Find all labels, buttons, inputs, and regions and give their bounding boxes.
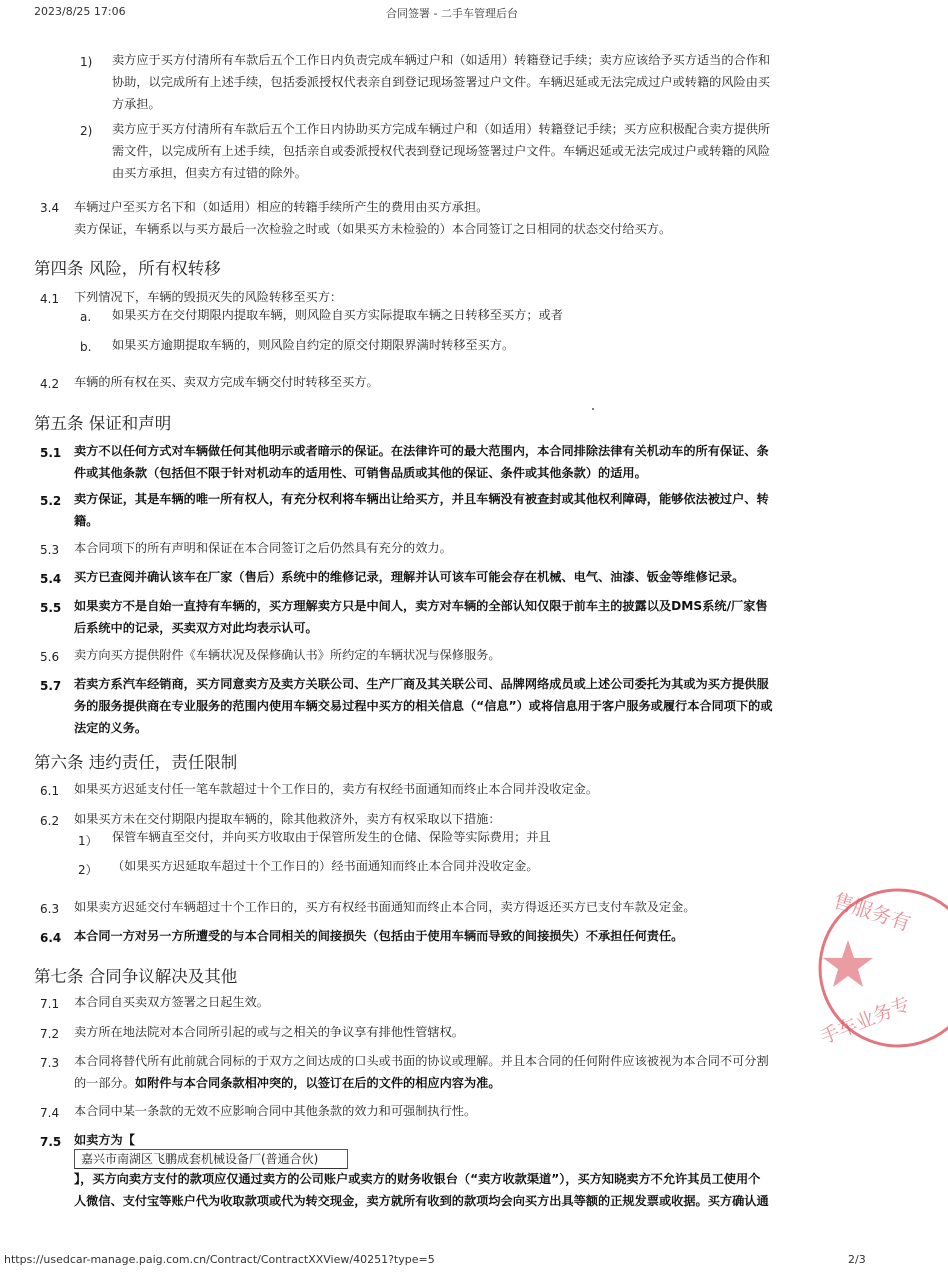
- clause-text: 本合同将替代所有此前就合同标的于双方之间达成的口头或书面的协议或理解。并且本合同的任何附件应该被视为本合同不可分割 的一部分。如附件与本合同条款相冲突的，以签订在后的文件的相应内容为准。: [74, 1054, 769, 1090]
- page-url: https://usedcar-manage.paig.com.cn/Contract/ContractXXView/40251?type=5: [4, 1253, 435, 1266]
- item-number: a.: [80, 310, 92, 324]
- clause-number: 7.2: [40, 1027, 60, 1041]
- clause-text: 保管车辆直至交付，并向买方收取由于保管所发生的仓储、保险等实际费用；并且: [112, 830, 551, 844]
- section-heading: 第六条 违约责任，责任限制: [34, 753, 238, 772]
- clause-number: 4.1: [40, 292, 60, 306]
- clause-number: 5.3: [40, 543, 60, 557]
- clause-number: 7.4: [40, 1106, 60, 1120]
- clause-text: 】，买方向卖方支付的款项应仅通过卖方的公司账户或卖方的财务收银台（“卖方收款渠道”），买方知晓卖方不允许其员工使用个 人微信、支付宝等账户代为收取款项或代为转交现金，卖方就所有收到的款项均会向买方出具等额的正规发票或收据。买方确认通: [74, 1172, 769, 1208]
- svg-text:售服务有: 售服务有: [830, 888, 914, 936]
- clause-text: 如果卖方不是自始一直持有车辆的，买方理解卖方只是中间人，卖方对车辆的全部认知仅限于前车主的披露以及DMS系统/厂家售 后系统中的记录，买卖双方对此均表示认可。: [74, 599, 768, 635]
- clause-text: 本合同自买卖双方签署之日起生效。: [74, 995, 269, 1009]
- clause-number: 5.6: [40, 650, 60, 664]
- clause-text: 车辆过户至买方名下和（如适用）相应的转籍手续所产生的费用由买方承担。 卖方保证，车辆系以与买方最后一次检验之时或（如果买方未检验的）本合同签订之日相同的状态交付给买方。: [74, 200, 672, 236]
- print-datetime: 2023/8/25 17:06: [34, 5, 126, 18]
- clause-number: 5.4: [40, 572, 62, 586]
- item-number: 1): [80, 55, 93, 69]
- clause-text: 如果买方逾期提取车辆的，则风险自约定的原交付期限界满时转移至买方。: [112, 338, 515, 352]
- clause-text: 本合同中某一条款的无效不应影响合同中其他条款的效力和可强制执行性。: [74, 1104, 477, 1118]
- clause-text: 如果买方未在交付期限内提取车辆的，除其他救济外，卖方有权采取以下措施：: [74, 812, 501, 826]
- item-number: 2): [80, 124, 93, 138]
- clause-text: 卖方不以任何方式对车辆做任何其他明示或者暗示的保证。在法律许可的最大范围内，本合同排除法律有关机动车的所有保证、条 件或其他条款（包括但不限于针对机动车的适用性、可销售品质或其他的保证、条件或其他条款）的适用。: [74, 444, 769, 480]
- clause-text: 卖方保证，其是车辆的唯一所有权人，有充分权利将车辆出让给买方，并且车辆没有被查封或其他权利障碍，能够依法被过户、转 籍。: [74, 492, 769, 528]
- clause-number: 3.4: [40, 201, 60, 215]
- clause-text: 卖方应于买方付清所有车款后五个工作日内协助买方完成车辆过户和（如适用）转籍登记手续；买方应积极配合卖方提供所 需文件，以完成所有上述手续，包括亲自或委派授权代表到登记现场签署过户文件。车辆迟延或无法完成过户或转籍的风险 由买方承担，但卖方有过错的除外。: [112, 122, 771, 180]
- clause-text: 如果买方迟延支付任一笔车款超过十个工作日的，卖方有权经书面通知而终止本合同并没收定金。: [74, 782, 599, 796]
- clause-number: 6.2: [40, 814, 60, 828]
- svg-text:手车业务专: 手车业务专: [817, 992, 914, 1049]
- clause-number: 4.2: [40, 377, 60, 391]
- speck: [592, 408, 594, 410]
- clause-text: 如卖方为【: [74, 1133, 135, 1147]
- page-title: 合同签署 - 二手车管理后台: [386, 7, 518, 20]
- clause-number: 7.1: [40, 997, 60, 1011]
- clause-number: 5.2: [40, 494, 62, 508]
- clause-text: （如果买方迟延取车超过十个工作日的）经书面通知而终止本合同并没收定金。: [112, 859, 539, 873]
- clause-text: 卖方应于买方付清所有车款后五个工作日内负责完成车辆过户和（如适用）转籍登记手续；卖方应该给予买方适当的合作和 协助，以完成所有上述手续，包括委派授权代表亲自到登记现场签署过户文件。车辆迟延或无法完成过户或转籍的风险由买 方承担。: [112, 53, 771, 111]
- section-heading: 第七条 合同争议解决及其他: [34, 967, 238, 986]
- clause-number: 7.5: [40, 1135, 62, 1149]
- clause-text: 如果卖方迟延交付车辆超过十个工作日的，买方有权经书面通知而终止本合同，卖方得返还买方已支付车款及定金。: [74, 900, 696, 914]
- clause-text: 如果买方在交付期限内提取车辆，则风险自买方实际提取车辆之日转移至买方；或者: [112, 308, 563, 322]
- clause-text: 买方已查阅并确认该车在厂家（售后）系统中的维修记录，理解并认可该车可能会存在机械、电气、油漆、钣金等维修记录。: [74, 570, 745, 584]
- clause-text: 下列情况下，车辆的毁损灭失的风险转移至买方：: [74, 290, 343, 304]
- clause-number: 6.1: [40, 784, 60, 798]
- item-number: 2）: [78, 863, 98, 877]
- item-number: b.: [80, 340, 92, 354]
- section-heading: 第四条 风险，所有权转移: [34, 259, 221, 278]
- clause-number: 5.1: [40, 446, 62, 460]
- clause-number: 6.4: [40, 931, 62, 945]
- item-number: 1）: [78, 834, 98, 848]
- clause-text: 卖方向买方提供附件《车辆状况及保修确认书》所约定的车辆状况与保修服务。: [74, 648, 501, 662]
- clause-text: 卖方所在地法院对本合同所引起的或与之相关的争议享有排他性管辖权。: [74, 1025, 464, 1039]
- clause-number: 5.5: [40, 601, 62, 615]
- clause-text: 若卖方系汽车经销商，买方同意卖方及卖方关联公司、生产厂商及其关联公司、品牌网络成员或上述公司委托为其或为买方提供服 务的服务提供商在专业服务的范围内使用车辆交易过程中买方的相关信息（“信息”）或将信息用于客户服务或履行本合同项下的或 法定的义务。: [74, 677, 773, 735]
- seller-name-field: 嘉兴市南湖区飞鹏成套机械设备厂(普通合伙): [74, 1149, 348, 1169]
- clause-number: 5.7: [40, 679, 62, 693]
- clause-number: 6.3: [40, 902, 60, 916]
- company-seal: [808, 878, 948, 1058]
- clause-text: 本合同项下的所有声明和保证在本合同签订之后仍然具有充分的效力。: [74, 541, 452, 555]
- clause-text: 本合同一方对另一方所遭受的与本合同相关的间接损失（包括由于使用车辆而导致的间接损失）不承担任何责任。: [74, 929, 684, 943]
- clause-text: 车辆的所有权在买、卖双方完成车辆交付时转移至买方。: [74, 375, 379, 389]
- clause-number: 7.3: [40, 1056, 60, 1070]
- page-number: 2/3: [848, 1253, 866, 1266]
- section-heading: 第五条 保证和声明: [34, 414, 172, 433]
